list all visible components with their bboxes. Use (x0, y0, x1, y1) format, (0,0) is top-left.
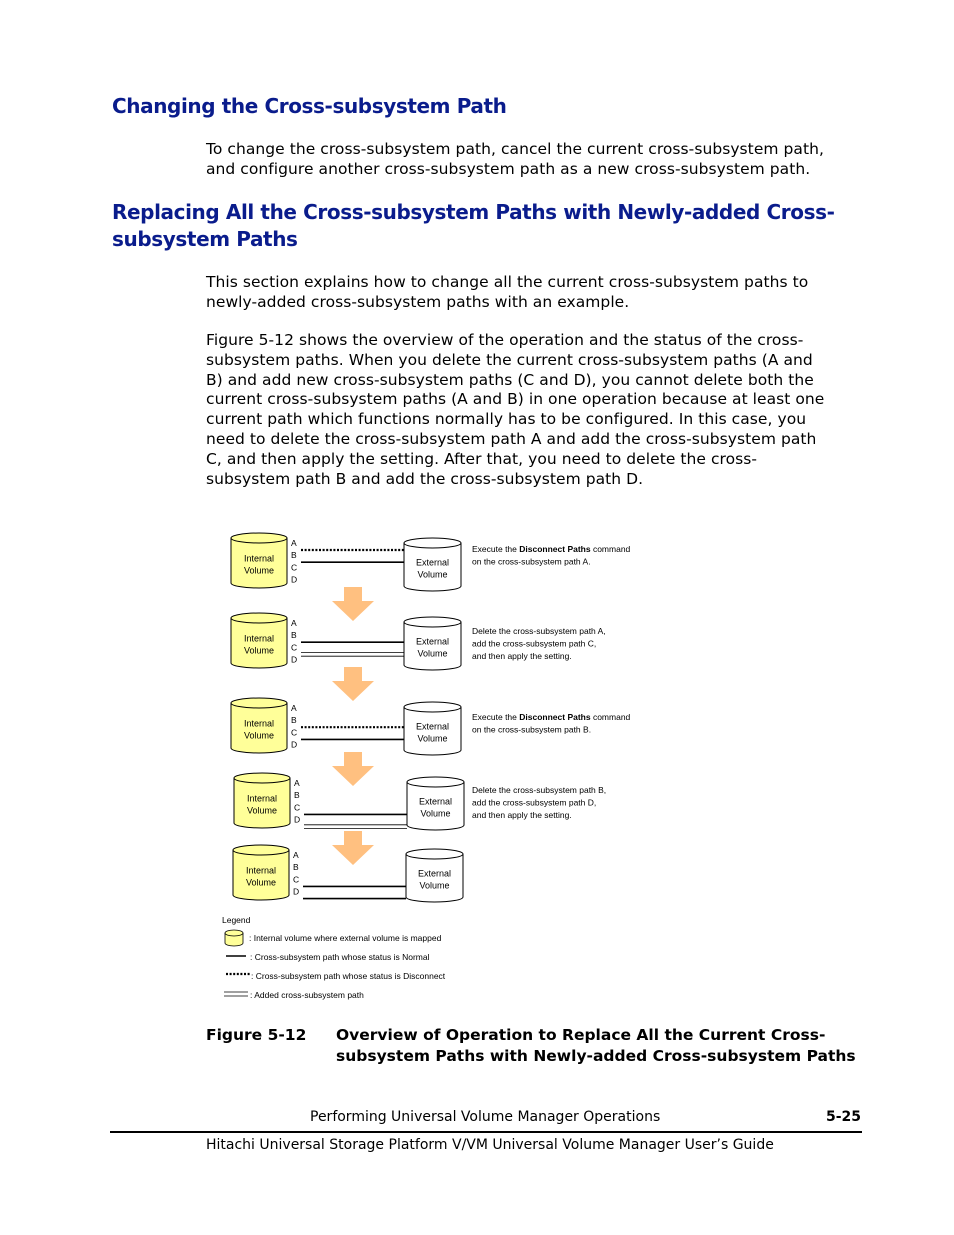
volume-label: External (417, 868, 452, 879)
section-heading-changing-path: Changing the Cross-subsystem Path (112, 94, 507, 118)
path-letter: A (291, 538, 297, 548)
path-letter: D (291, 739, 298, 750)
text-line: This section explains how to change all the current cross-subsystem paths to (206, 273, 809, 291)
step-description: and then apply the setting. (472, 810, 572, 820)
internal-volume-icon (234, 773, 290, 828)
step-description: Execute the Disconnect Paths command (472, 544, 631, 554)
heading-line: subsystem Paths (112, 227, 298, 251)
volume-label: Internal (243, 633, 275, 644)
volume-label: Volume (417, 648, 448, 659)
step-description: Delete the cross-subsystem path B, (472, 785, 607, 795)
footer-divider (110, 1131, 862, 1133)
internal-volume-icon (233, 845, 289, 900)
internal-volume-icon (231, 698, 287, 753)
text-line: current path which functions normally has to be configured. In this case, you (206, 410, 807, 429)
legend-item-label: : Internal volume where external volume is mapped (249, 933, 442, 943)
volume-label: Internal (243, 553, 275, 564)
volume-label: External (415, 557, 450, 568)
internal-volume-icon (231, 533, 287, 588)
path-letter: B (291, 550, 297, 561)
path-letter: A (291, 618, 297, 628)
step-description: add the cross-subsystem path D, (472, 797, 597, 808)
cylinder-top (231, 698, 287, 708)
path-letter: A (291, 703, 297, 713)
down-arrow-icon (332, 752, 374, 786)
step-description: add the cross-subsystem path C, (472, 638, 597, 649)
path-letter: D (293, 886, 300, 897)
volume-label: Volume (246, 805, 278, 816)
path-letter: C (294, 802, 301, 813)
text-line: C, and then apply the setting. After that, you need to delete the cross- (206, 449, 758, 468)
legend-item-label: : Cross-subsystem path whose status is Disconnect (251, 971, 446, 981)
legend-item-label: : Cross-subsystem path whose status is Normal (250, 952, 430, 962)
volume-label: External (415, 721, 450, 732)
volume-label: External (418, 796, 453, 807)
volume-label: Volume (417, 569, 448, 580)
figure-title-line: Overview of Operation to Replace All the Current Cross- (336, 1026, 826, 1044)
down-arrow-icon (332, 667, 374, 701)
step-description: on the cross-subsystem path A. (472, 556, 591, 567)
volume-label: Internal (246, 793, 278, 804)
footer-section-title: Performing Universal Volume Manager Operations (310, 1109, 661, 1125)
volume-label: Volume (245, 877, 277, 888)
cylinder-top (404, 538, 461, 548)
volume-label: Volume (243, 730, 275, 741)
text-line: B) and add new cross-subsystem paths (C and D), you cannot delete both the (206, 370, 814, 389)
external-volume-icon (407, 777, 464, 830)
footer-page-number: 5-25 (825, 1109, 861, 1125)
path-letter: B (293, 862, 299, 873)
path-letter: C (291, 727, 298, 738)
cylinder-top (233, 845, 289, 855)
path-letter: A (293, 850, 299, 860)
step-description: and then apply the setting. (472, 651, 572, 661)
text-line: To change the cross-subsystem path, cancel the current cross-subsystem path, (206, 140, 824, 158)
figure-title-line: subsystem Paths with Newly-added Cross-subsystem Paths (336, 1047, 856, 1065)
heading-line: Replacing All the Cross-subsystem Paths with Newly-added Cross- (112, 200, 835, 224)
external-volume-icon (404, 538, 461, 591)
text-line: newly-added cross-subsystem paths with an example. (206, 292, 630, 311)
external-volume-icon (404, 617, 461, 670)
volume-label: Volume (243, 645, 275, 656)
external-volume-icon (404, 702, 461, 755)
path-letter: C (293, 874, 300, 885)
volume-label: External (415, 636, 450, 647)
cylinder-top (407, 777, 464, 787)
step-description: Execute the Disconnect Paths command (472, 712, 631, 722)
path-letter: A (294, 778, 300, 788)
text-line: subsystem paths. When you delete the current cross-subsystem paths (A and (206, 350, 813, 369)
path-letter: B (291, 630, 297, 641)
internal-volume-icon (231, 613, 287, 668)
text-line: and configure another cross-subsystem path as a new cross-subsystem path. (206, 159, 811, 178)
down-arrow-icon (332, 831, 374, 865)
volume-label: Internal (245, 865, 277, 876)
volume-label: Volume (420, 808, 451, 819)
path-letter: C (291, 562, 298, 573)
path-letter: B (294, 790, 300, 801)
text-line: current cross-subsystem paths (A and B) in one operation because at least one (206, 390, 825, 409)
cylinder-top (406, 849, 463, 859)
text-line: Figure 5-12 shows the overview of the operation and the status of the cross- (206, 331, 804, 349)
footer-book-title: Hitachi Universal Storage Platform V/VM Universal Volume Manager User’s Guide (206, 1137, 774, 1153)
path-letter: D (291, 654, 298, 665)
down-arrow-icon (332, 587, 374, 621)
step-description: on the cross-subsystem path B. (472, 724, 592, 735)
volume-label: Volume (243, 565, 275, 576)
volume-label: Volume (417, 733, 448, 744)
legend-cylinder-icon (225, 930, 243, 946)
step-description: Delete the cross-subsystem path A, (472, 626, 606, 636)
path-letter: C (291, 642, 298, 653)
text-line: need to delete the cross-subsystem path A and add the cross-subsystem path (206, 429, 817, 448)
cylinder-top (231, 533, 287, 543)
legend-title: Legend (222, 915, 251, 925)
cylinder-top (231, 613, 287, 623)
path-letter: D (294, 814, 301, 825)
cylinder-top (234, 773, 290, 783)
external-volume-icon (406, 849, 463, 902)
path-letter: B (291, 715, 297, 726)
volume-label: Internal (243, 718, 275, 729)
volume-label: Volume (419, 880, 450, 891)
figure-label: Figure 5-12 (206, 1026, 307, 1044)
path-letter: D (291, 574, 298, 585)
text-line: subsystem path B and add the cross-subsystem path D. (206, 469, 644, 488)
cylinder-top (404, 702, 461, 712)
legend-item-label: : Added cross-subsystem path (250, 990, 364, 1000)
figure-title (336, 1025, 856, 1067)
cylinder-top (404, 617, 461, 627)
